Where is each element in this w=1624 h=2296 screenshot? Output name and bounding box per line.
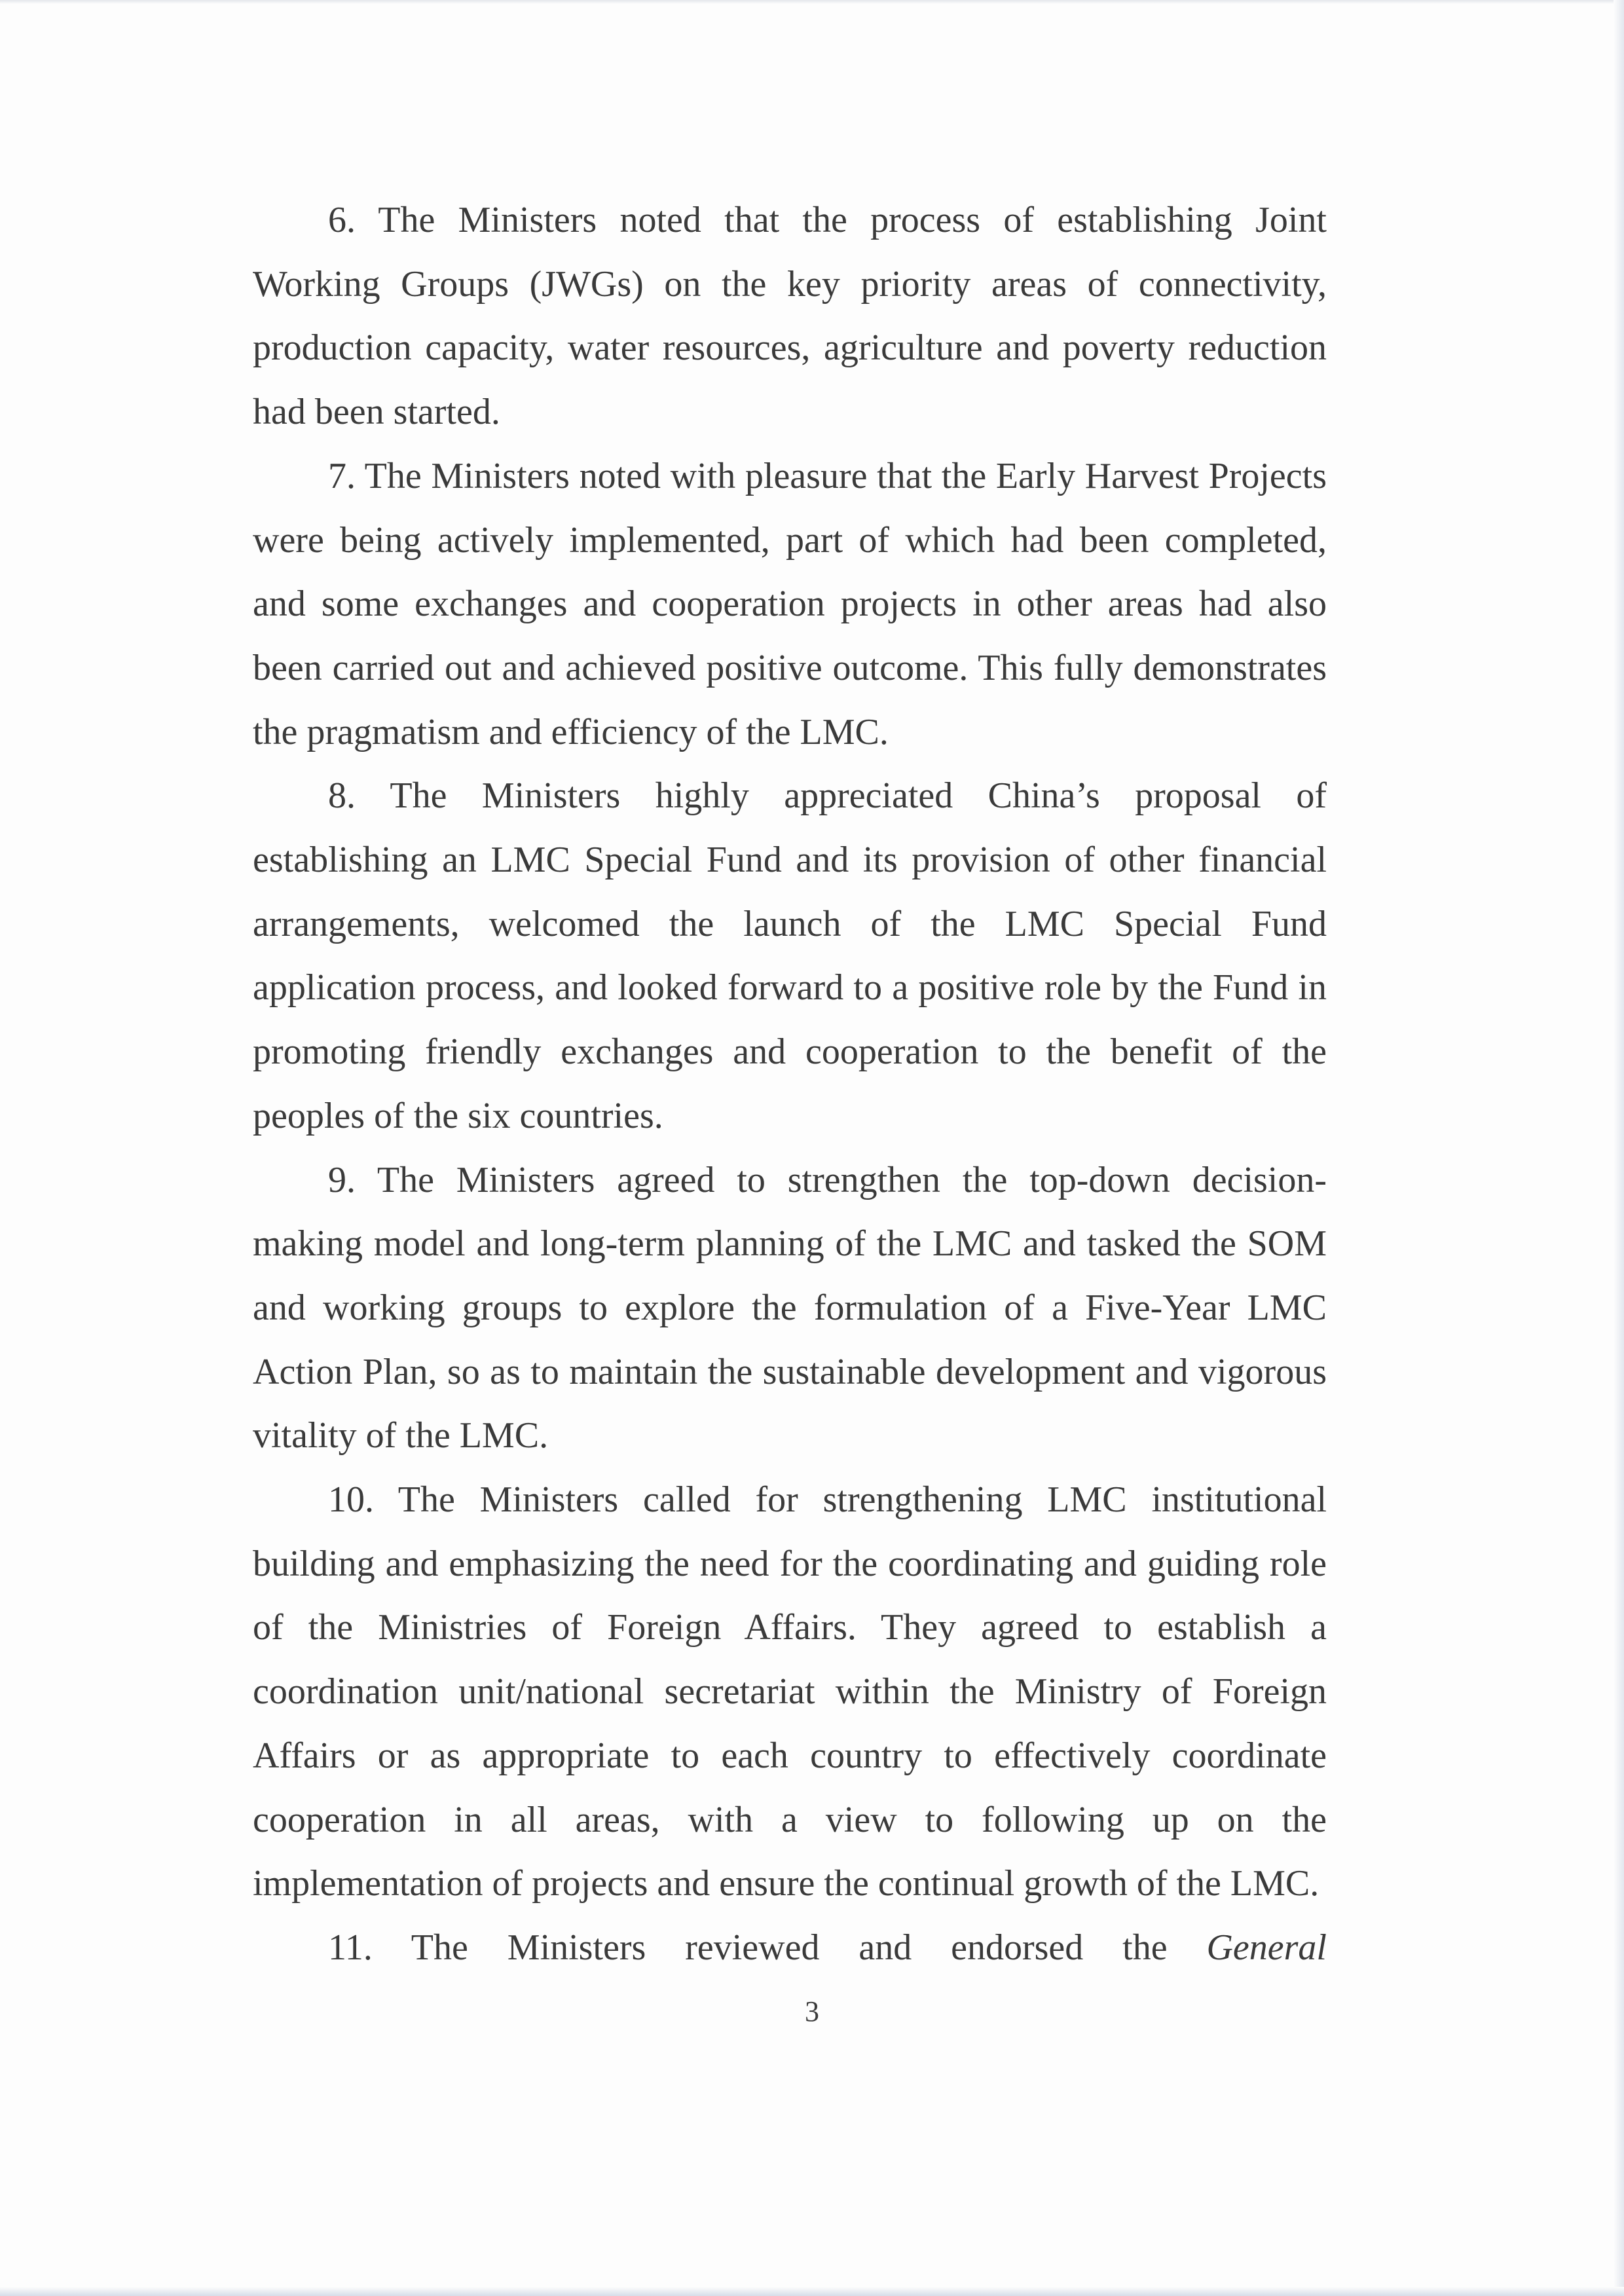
paragraph-7: 7. The Ministers noted with pleasure that the Early Harvest Projects were being actively implemented, part of which had been completed, and some exchanges and cooperation projects in other areas had also been carried out and achieved positive outcome. This fully demonstrates the pragmatism and efficiency of the LMC.	[253, 455, 1327, 752]
scan-edge-right	[1614, 0, 1624, 2296]
page-number: 3	[805, 1995, 819, 2028]
scan-edge-bottom	[0, 2287, 1624, 2296]
paragraph-6: 6. The Ministers noted that the process of establishing Joint Working Groups (JWGs) on the key priority areas of connectivity, production capacity, water resources, agriculture and poverty reduction had been started.	[253, 200, 1327, 433]
document-body	[253, 189, 1327, 1980]
paragraph-11	[253, 1916, 1327, 1980]
paragraph-11-italic-title: General	[1206, 1927, 1327, 1968]
paragraph-11-text: 11. The Ministers reviewed and endorsed the	[328, 1927, 1207, 1968]
paragraph-8: 8. The Ministers highly appreciated China’s proposal of establishing an LMC Special Fund and its provision of other financial arrangements, welcomed the launch of the LMC Special Fund application process, and looked forward to a positive role by the Fund in promoting friendly exchanges and cooperation to the benefit of the peoples of the six countries.	[253, 775, 1327, 1136]
paragraph-9: 9. The Ministers agreed to strengthen the top-down decision-making model and long-term planning of the LMC and tasked the SOM and working groups to explore the formulation of a Five-Year LMC Action Plan, so as to maintain the sustainable development and vigorous vitality of the LMC.	[253, 1159, 1327, 1456]
scan-edge-top	[0, 0, 1624, 4]
paragraph-10: 10. The Ministers called for strengthening LMC institutional building and emphasizing the need for the coordinating and guiding role of the Ministries of Foreign Affairs. They agreed to establish a coordination unit/national secretariat within the Ministry of Foreign Affairs or as appropriate to each country to effectively coordinate cooperation in all areas, with a view to following up on the implementation of projects and ensure the continual growth of the LMC.	[253, 1479, 1327, 1904]
